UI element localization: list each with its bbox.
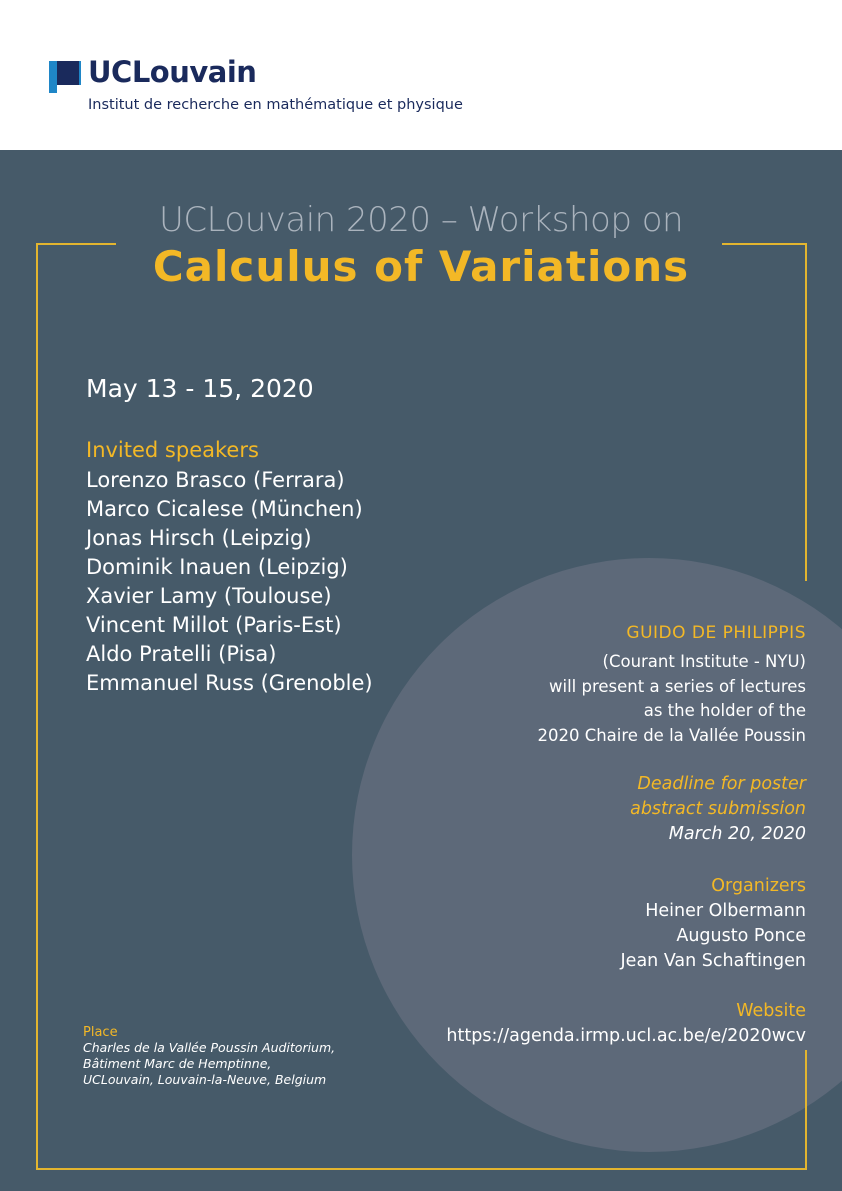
deadline-line-1: Deadline for poster [637, 774, 806, 794]
speaker-item: Lorenzo Brasco (Ferrara) [86, 468, 345, 492]
speakers-list [86, 466, 373, 698]
institute-name: Institut de recherche en mathématique et physique [88, 97, 463, 113]
deadline-line-2: abstract submission [630, 799, 806, 819]
place-line: Charles de la Vallée Poussin Auditorium, [83, 1040, 336, 1055]
website-link[interactable]: https://agenda.irmp.ucl.ac.be/e/2020wcv [446, 1026, 806, 1046]
frame-right-lower [805, 1050, 807, 1170]
organizers-heading: Organizers [711, 876, 806, 896]
chair-line: 2020 Chaire de la Vallée Poussin [537, 725, 806, 745]
page-title: Calculus of Variations [152, 242, 690, 291]
deadline-date: March 20, 2020 [668, 824, 806, 844]
speakers-heading: Invited speakers [86, 438, 259, 462]
organizer-name: Augusto Ponce [676, 926, 806, 946]
place-line: UCLouvain, Louvain-la-Neuve, Belgium [83, 1072, 327, 1087]
speaker-item: Dominik Inauen (Leipzig) [86, 555, 348, 579]
chair-line: as the holder of the [643, 701, 806, 720]
header [0, 0, 842, 150]
title-line-1: UCLouvain 2020 – Workshop on [158, 200, 684, 240]
chair-line: will present a series of lectures [549, 676, 806, 696]
chair-holder-name: GUIDO DE PHILIPPIS [626, 623, 806, 643]
frame-left [36, 243, 38, 1170]
place-line: Bâtiment Marc de Hemptinne, [83, 1056, 272, 1071]
decorative-circle [352, 558, 842, 1152]
speaker-item: Aldo Pratelli (Pisa) [86, 642, 277, 666]
deadline-block [630, 772, 806, 847]
place-heading: Place [83, 1025, 118, 1040]
speaker-item: Jonas Hirsch (Leipzig) [86, 526, 312, 550]
chair-line: (Courant Institute - NYU) [602, 652, 806, 671]
speaker-item: Marco Cicalese (München) [86, 497, 363, 521]
frame-right-upper [805, 243, 807, 581]
place-block [83, 1025, 335, 1088]
event-dates: May 13 - 15, 2020 [86, 374, 314, 403]
logo-text: UCLouvain [88, 55, 257, 89]
organizers-block [621, 874, 806, 974]
speaker-item: Emmanuel Russ (Grenoble) [86, 671, 373, 695]
uclouvain-logo-icon [49, 61, 81, 93]
organizer-name: Heiner Olbermann [645, 901, 806, 921]
speaker-item: Vincent Millot (Paris-Est) [86, 613, 342, 637]
chair-description [537, 650, 806, 748]
website-block [446, 999, 806, 1049]
frame-bottom [36, 1168, 807, 1170]
organizer-name: Jean Van Schaftingen [620, 951, 806, 971]
poster-body [0, 150, 842, 1191]
speaker-item: Xavier Lamy (Toulouse) [86, 584, 332, 608]
website-heading: Website [736, 1001, 806, 1021]
